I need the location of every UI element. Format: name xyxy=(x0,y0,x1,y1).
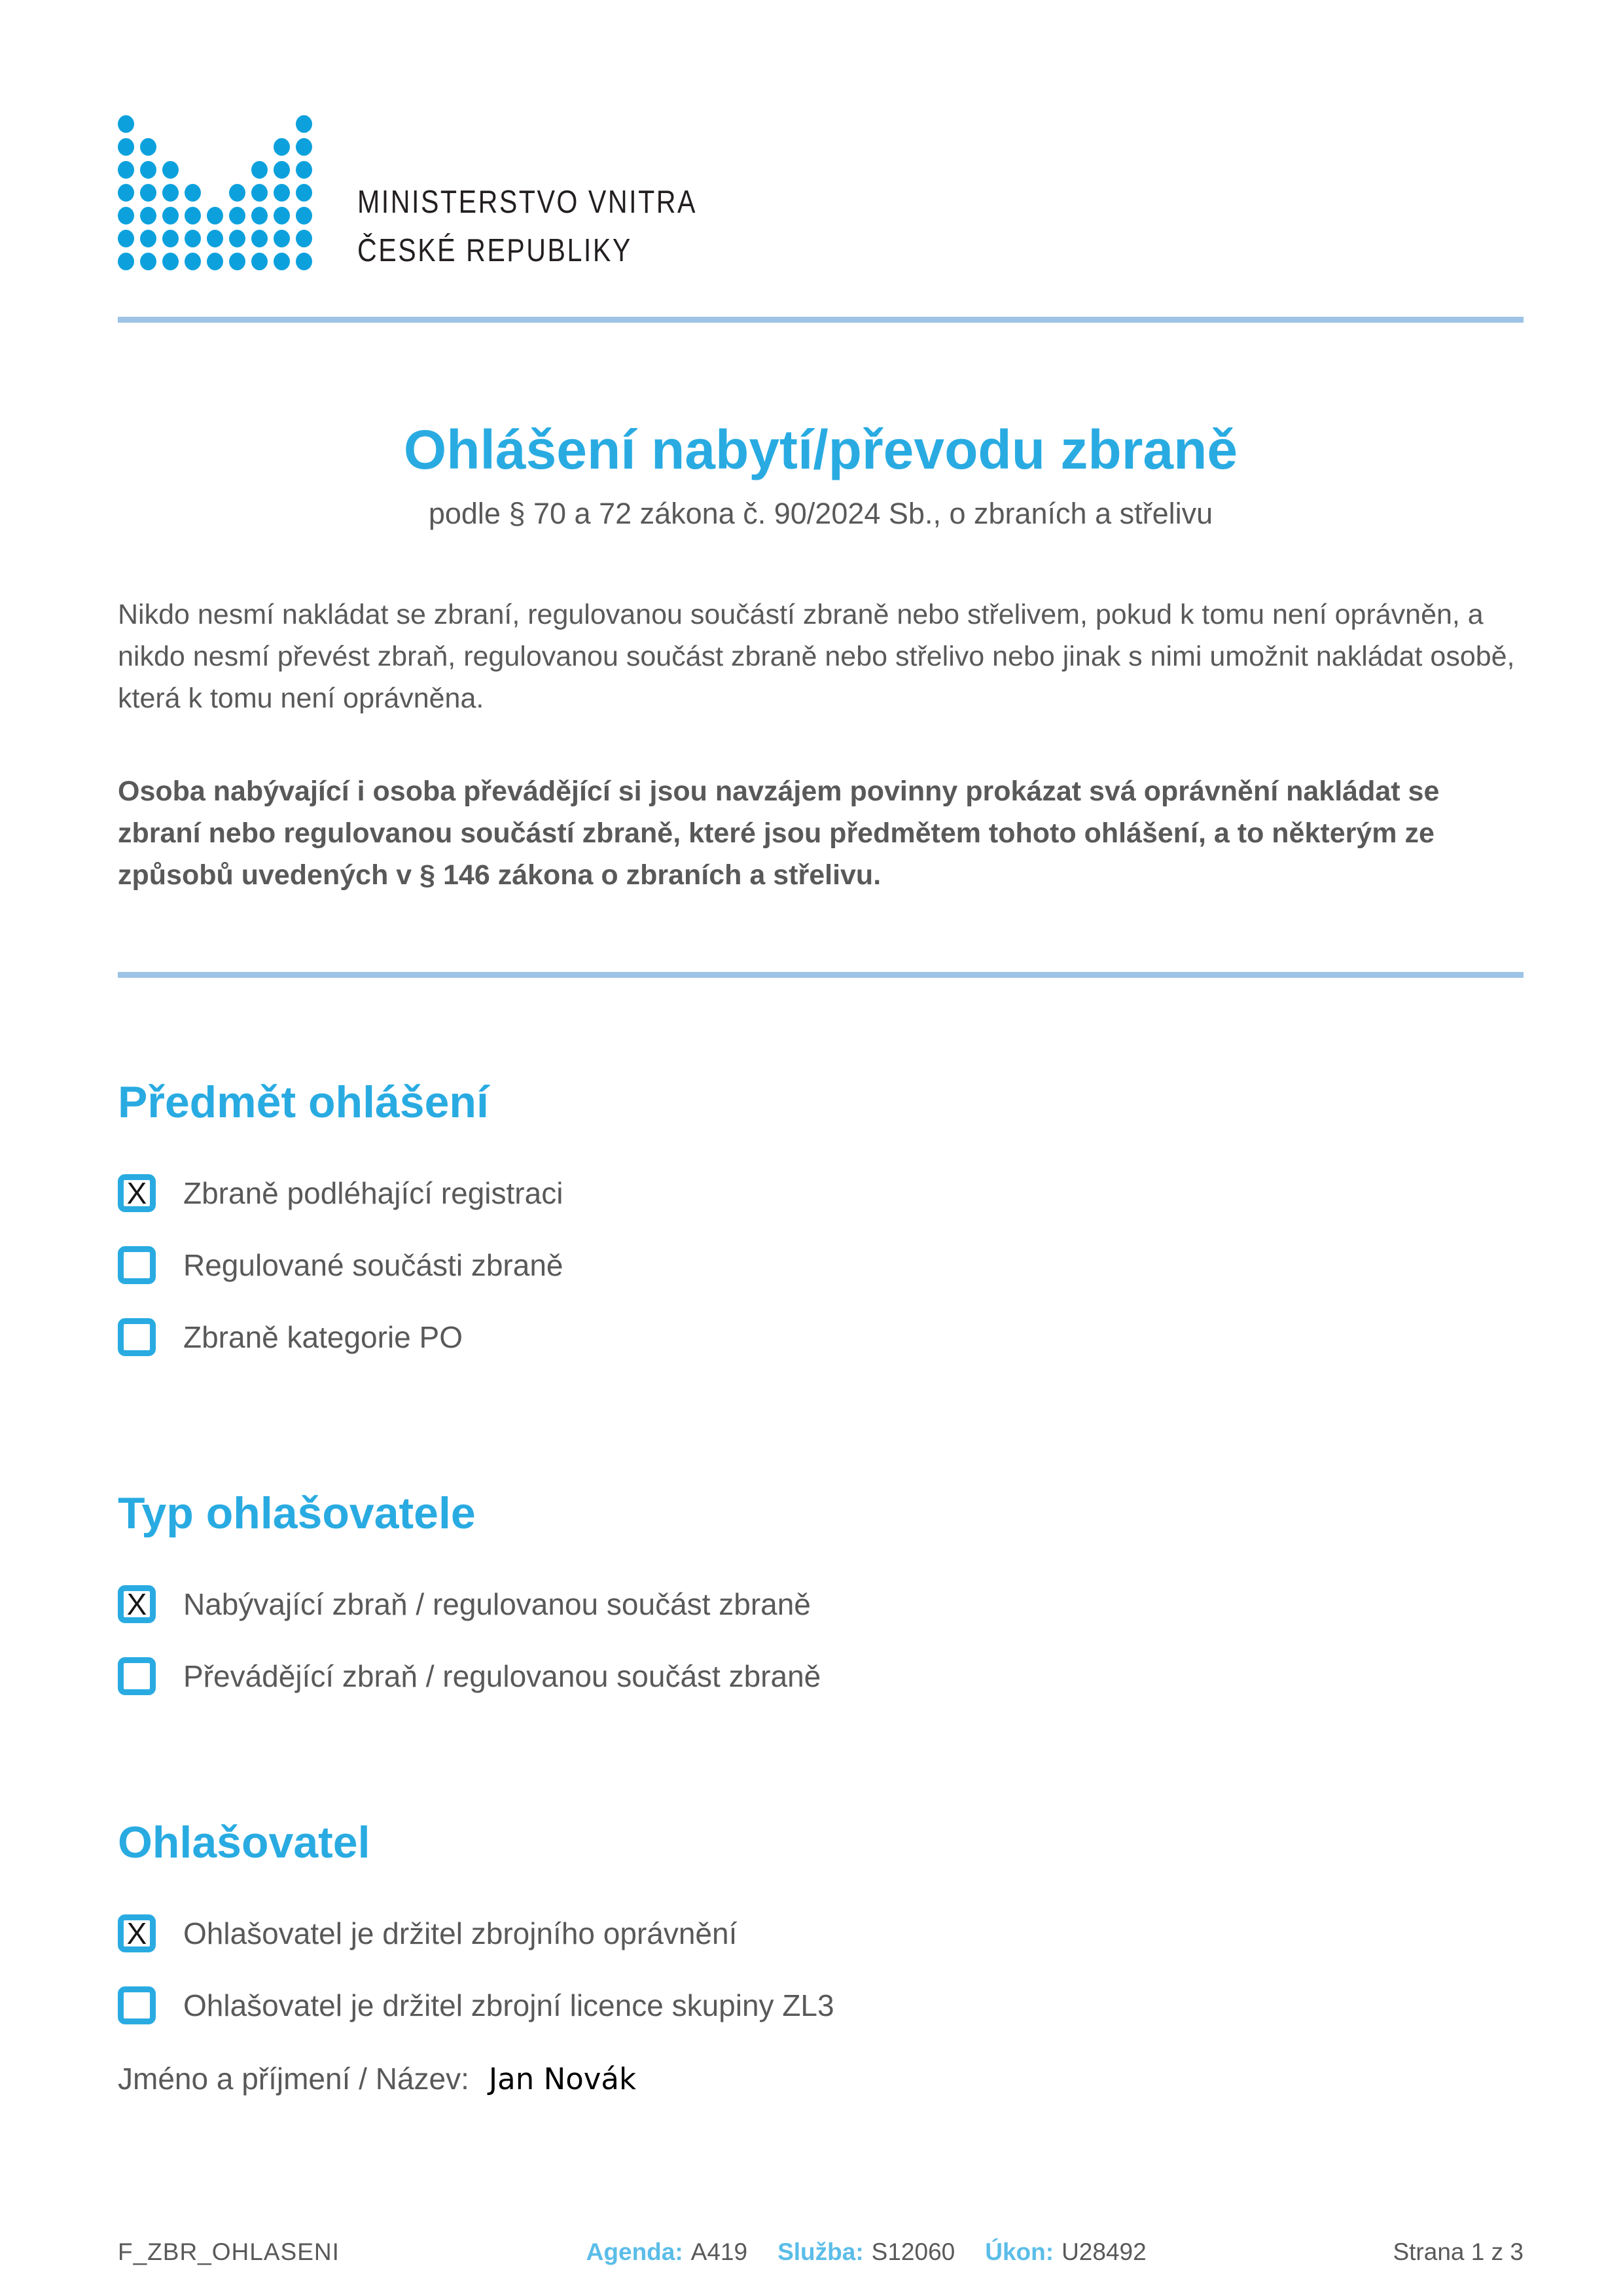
name-field-row xyxy=(118,2061,1524,2096)
checkbox-drzitel-zbrojni-licence-zl3[interactable] xyxy=(118,1986,156,2024)
mvcr-logo-text xyxy=(357,178,697,275)
mvcr-logo-dots-icon xyxy=(118,115,318,276)
checkbox-label: Ohlašovatel je držitel zbrojní licence skupiny ZL3 xyxy=(183,1988,834,2023)
checkbox-regulovane-soucasti-zbrane[interactable] xyxy=(118,1246,156,1284)
checkbox-row xyxy=(118,1657,1524,1695)
section-heading-predmet-ohlaseni: Předmět ohlášení xyxy=(118,1077,489,1128)
obligation-paragraph: Osoba nabývající i osoba převádějící si jsou navzájem povinny prokázat svá oprávnění nakládat se zbraní nebo regulovanou součástí zbraně, které jsou předmětem tohoto ohlášení, a to některým ze způsobů uvedených v § 146 zákona o zbraních a střelivu. xyxy=(118,776,1440,891)
checkbox-row xyxy=(118,1174,1524,1212)
org-name-line2: ČESKÉ REPUBLIKY xyxy=(357,233,632,268)
checkbox-mark: X xyxy=(126,1587,147,1622)
footer-agenda xyxy=(586,2238,747,2266)
checkbox-label: Převádějící zbraň / regulovanou součást zbraně xyxy=(183,1659,821,1694)
checkbox-row xyxy=(118,1246,1524,1284)
footer-agenda-value: A419 xyxy=(690,2238,748,2265)
intro-paragraph: Nikdo nesmí nakládat se zbraní, regulovanou součástí zbraně nebo střelivem, pokud k tomu není oprávněn, a nikdo nesmí převést zbraň, regulovanou součást zbraně nebo střelivo nebo jinak s nimi umožnit nakládat osobě, která k tomu není oprávněna. xyxy=(118,599,1515,715)
page-title: Ohlášení nabytí/převodu zbraně xyxy=(403,419,1238,480)
org-name-line1: MINISTERSTVO VNITRA xyxy=(357,185,697,220)
name-field-value[interactable]: Jan Novák xyxy=(488,2062,637,2097)
checkbox-drzitel-zbrojniho-opravneni[interactable] xyxy=(118,1914,156,1952)
checkbox-row xyxy=(118,1914,1524,1952)
divider-rule xyxy=(118,972,1524,978)
checkbox-prevadejici-zbran[interactable] xyxy=(118,1657,156,1695)
page-number: Strana 1 z 3 xyxy=(1393,2238,1524,2265)
footer-ukon-value: U28492 xyxy=(1061,2238,1147,2265)
checkbox-zbrane-podlehajici-registraci[interactable] xyxy=(118,1174,156,1212)
footer-agenda-label: Agenda: xyxy=(586,2238,683,2265)
footer-sluzba-value: S12060 xyxy=(871,2238,955,2265)
section-heading-typ-ohlasovatele: Typ ohlašovatele xyxy=(118,1488,476,1539)
checkbox-nabyvajici-zbran[interactable] xyxy=(118,1585,156,1623)
checkbox-mark: X xyxy=(126,1916,147,1951)
section-heading-ohlasovatel: Ohlašovatel xyxy=(118,1818,370,1868)
checkbox-label: Zbraně kategorie PO xyxy=(183,1320,463,1355)
mvcr-logo xyxy=(118,113,1524,276)
checkbox-label: Ohlašovatel je držitel zbrojního oprávnění xyxy=(183,1916,738,1951)
checkbox-zbrane-kategorie-po[interactable] xyxy=(118,1318,156,1356)
page-footer xyxy=(118,2238,1524,2266)
checkbox-label: Zbraně podléhající registraci xyxy=(183,1176,563,1211)
page-subtitle: podle § 70 a 72 zákona č. 90/2024 Sb., o zbraních a střelivu xyxy=(428,497,1213,531)
footer-sluzba xyxy=(777,2238,955,2266)
checkbox-label: Regulované součásti zbraně xyxy=(183,1248,563,1283)
footer-meta xyxy=(586,2238,1147,2266)
checkbox-mark: X xyxy=(126,1176,147,1211)
checkbox-label: Nabývající zbraň / regulovanou součást zbraně xyxy=(183,1587,811,1622)
top-rule xyxy=(118,317,1524,323)
name-field-label: Jméno a příjmení / Název: xyxy=(118,2062,469,2096)
footer-form-code: F_ZBR_OHLASENI xyxy=(118,2238,340,2265)
footer-ukon-label: Úkon: xyxy=(985,2238,1054,2265)
checkbox-row xyxy=(118,1986,1524,2024)
footer-sluzba-label: Služba: xyxy=(777,2238,864,2265)
footer-ukon xyxy=(985,2238,1146,2266)
checkbox-row xyxy=(118,1318,1524,1356)
checkbox-row xyxy=(118,1585,1524,1623)
